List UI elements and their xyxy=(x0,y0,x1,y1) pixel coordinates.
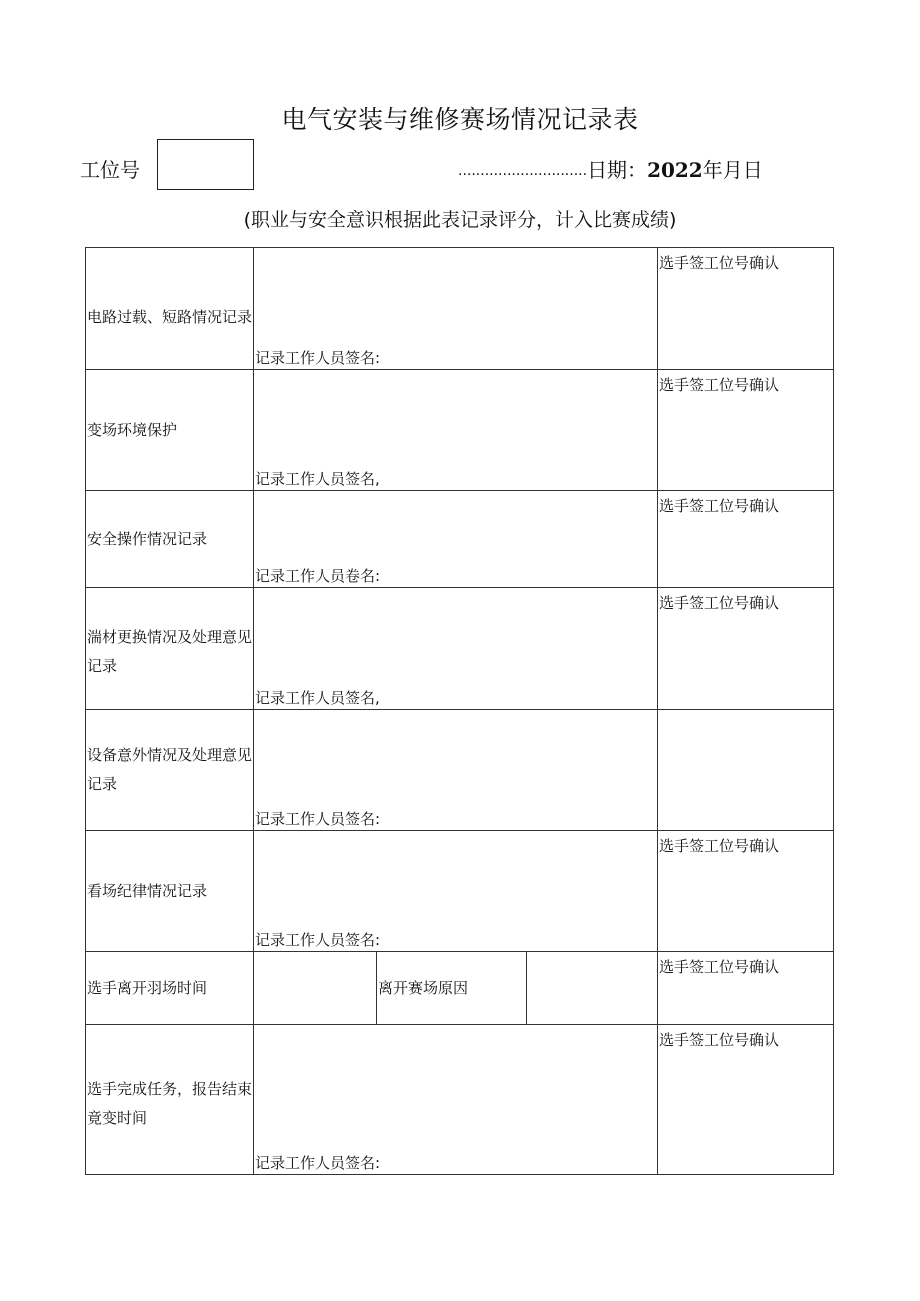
contestant-confirm-label: 选手签工位号确认 xyxy=(659,837,780,855)
contestant-confirm-cell[interactable] xyxy=(658,248,834,370)
category-cell xyxy=(86,588,254,710)
category-label: 看场纪律情况记录 xyxy=(87,881,208,900)
date-dots: ............................. xyxy=(458,163,588,179)
contestant-confirm-cell[interactable] xyxy=(658,491,834,588)
record-area[interactable] xyxy=(254,710,658,831)
staff-signature-label: 记录工作人员卷名: xyxy=(255,567,381,585)
station-number-box[interactable] xyxy=(157,139,254,190)
record-area[interactable] xyxy=(254,831,658,952)
table-row xyxy=(86,710,834,831)
leave-reason-label-cell xyxy=(377,952,527,1025)
staff-signature-label: 记录工作人员签名, xyxy=(255,470,380,488)
table-row xyxy=(86,491,834,588)
category-cell xyxy=(86,710,254,831)
record-area[interactable] xyxy=(254,1025,658,1175)
date-label: 日期： xyxy=(587,158,648,182)
table-row xyxy=(86,588,834,710)
contestant-confirm-cell[interactable] xyxy=(658,831,834,952)
category-label: 湍材更换情况及处理意见记录 xyxy=(87,627,253,675)
category-cell xyxy=(86,370,254,491)
table-row xyxy=(86,370,834,491)
contestant-confirm-cell[interactable] xyxy=(658,588,834,710)
contestant-confirm-cell[interactable] xyxy=(658,952,834,1025)
record-area[interactable] xyxy=(254,491,658,588)
table-row xyxy=(86,248,834,370)
date-line xyxy=(458,154,763,183)
date-suffix: 年月日 xyxy=(702,158,763,182)
category-label: 选手完成任务，报告结束竟变时间 xyxy=(87,1079,253,1127)
page-title: 电气安装与维修赛场情况记录表 xyxy=(281,105,639,134)
scoring-note: (职业与安全意识根据此表记录评分，计入比赛成绩) xyxy=(243,209,677,231)
staff-signature-label: 记录工作人员签名: xyxy=(255,931,381,949)
table-row xyxy=(86,952,834,1025)
staff-signature-label: 记录工作人员签名: xyxy=(255,1154,381,1172)
table-row xyxy=(86,1025,834,1175)
category-cell xyxy=(86,1025,254,1175)
record-table xyxy=(85,247,834,1175)
leave-time-cell[interactable] xyxy=(254,952,377,1025)
contestant-confirm-cell[interactable] xyxy=(658,370,834,491)
category-cell xyxy=(86,248,254,370)
category-cell xyxy=(86,952,254,1025)
staff-signature-label: 记录工作人员签名, xyxy=(255,689,380,707)
table-row xyxy=(86,831,834,952)
category-label: 变场环境保护 xyxy=(87,420,178,439)
date-year: 2022 xyxy=(647,158,703,182)
category-cell xyxy=(86,831,254,952)
category-cell xyxy=(86,491,254,588)
contestant-confirm-label: 选手签工位号确认 xyxy=(659,254,780,272)
record-area[interactable] xyxy=(254,588,658,710)
record-area[interactable] xyxy=(254,248,658,370)
staff-signature-label: 记录工作人员签名: xyxy=(255,349,381,367)
contestant-confirm-label: 选手签工位号确认 xyxy=(659,497,780,515)
category-label: 设备意外情况及处理意见记录 xyxy=(87,746,253,793)
leave-reason-label: 离开赛场原因 xyxy=(378,978,469,997)
contestant-confirm-label: 选手签工位号确认 xyxy=(659,958,780,976)
record-area[interactable] xyxy=(254,370,658,491)
contestant-confirm-label: 选手签工位号确认 xyxy=(659,1031,780,1049)
contestant-confirm-cell[interactable] xyxy=(658,710,834,831)
contestant-confirm-label: 选手签工位号确认 xyxy=(659,594,780,612)
leave-reason-cell[interactable] xyxy=(527,952,658,1025)
station-number-label: 工位号 xyxy=(80,158,140,182)
category-label: 电路过载、短路情况记录 xyxy=(87,308,253,326)
category-label: 安全操作情况记录 xyxy=(87,529,208,548)
staff-signature-label: 记录工作人员签名: xyxy=(255,810,381,828)
category-label: 选手离开羽场时间 xyxy=(87,978,208,997)
contestant-confirm-label: 选手签工位号确认 xyxy=(659,376,780,394)
contestant-confirm-cell[interactable] xyxy=(658,1025,834,1175)
